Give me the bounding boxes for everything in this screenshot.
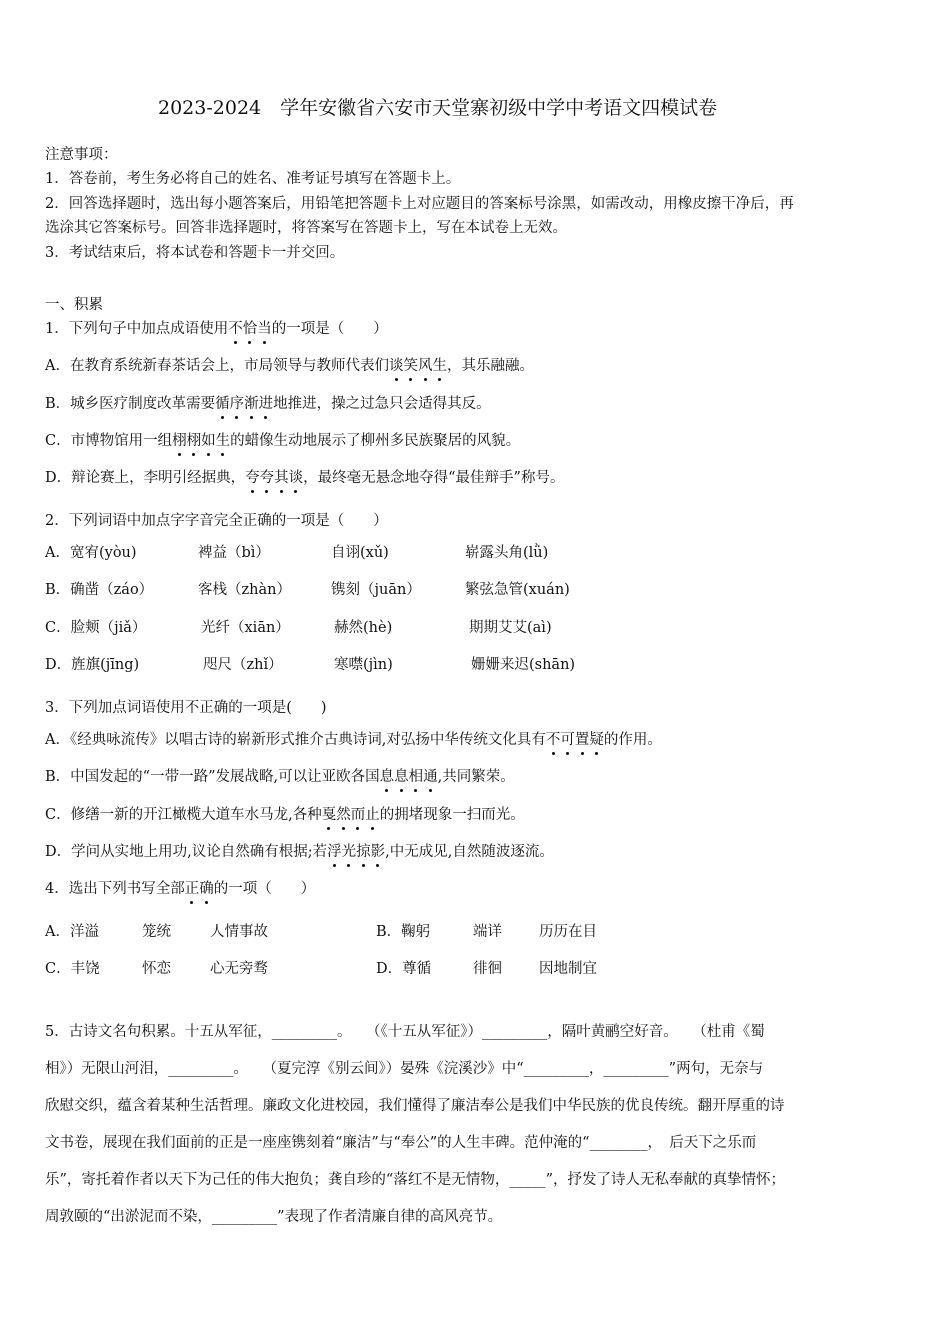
word-item: D．旌旗(jīng): [45, 657, 140, 673]
section-heading: 一、积累: [45, 297, 103, 313]
option-b: [45, 395, 491, 413]
emphasis-text: [185, 881, 214, 897]
option-c: [45, 432, 520, 450]
emphasis-dot-char: 息: [379, 769, 395, 785]
notice-item: 1．答卷前，考生务必将自己的姓名、准考证号填写在答题卡上。: [45, 171, 461, 187]
emphasis-dot-char: 生: [215, 433, 231, 449]
word-item: B．确凿（záo）: [45, 582, 154, 598]
question-5-line: 文书卷，展现在我们面前的正是一座座镌刻着“廉洁”与“奉公”的人生丰碑。范仲淹的“________， 后天下之乐而: [45, 1135, 757, 1151]
word-item: 历历在目: [539, 924, 597, 940]
stem-text: 的一项是（ ）: [271, 321, 388, 337]
option-text: A．《经典咏流传》以唱古诗的崭新形式推介古典诗词,对弘扬中华传统文化具有: [45, 732, 546, 748]
emphasis-dot-char: 栩: [186, 433, 202, 449]
emphasis-dot-char: 戛: [321, 807, 337, 823]
notice-item: 选涂其它答案标号。回答非选择题时，将答案写在答题卡上，写在本试卷上无效。: [45, 220, 567, 236]
emphasis-dot-char: 不: [228, 321, 243, 337]
emphasis-dot-char: 风: [417, 358, 433, 374]
option-text: B．城乡医疗制度改革需要: [45, 396, 216, 412]
option-text: 的蜡像生动地展示了柳州多民族聚居的风貌。: [230, 433, 521, 449]
emphasis-dot-char: 进: [258, 396, 274, 412]
emphasis-dot-char: 相: [408, 769, 424, 785]
word-item: A．宽宥(yòu): [45, 545, 137, 561]
word-item: 崭露头角(lǜ): [465, 545, 549, 561]
option-text: D．辩论赛上，李明引经据典，: [45, 470, 246, 486]
emphasis-dot-char: 不: [545, 732, 561, 748]
option-a: [45, 731, 662, 749]
dotted-phrase: [546, 732, 604, 748]
question-3-stem: 3．下列加点词语使用不正确的一项是( ): [45, 700, 327, 716]
stem-text: 4．选出下列书写全部: [45, 881, 185, 897]
word-item: 期期艾艾(aì): [469, 620, 552, 636]
word-item: 咫尺（zhǐ）: [203, 657, 283, 673]
option-text: B．中国发起的“一带一路”发展战略,可以让亚欧各国: [45, 769, 380, 785]
emphasis-dot-char: 息: [394, 769, 409, 785]
dotted-phrase: [322, 807, 380, 823]
word-item: 因地制宜: [539, 961, 597, 977]
emphasis-dot-char: 笑: [403, 358, 418, 374]
word-item: 寒噤(jìn): [334, 657, 393, 673]
option-text: 的拥堵现象一扫而光。: [379, 807, 525, 823]
option-b: [45, 768, 515, 786]
word-item: 端详: [473, 924, 502, 940]
emphasis-dot-char: 止: [365, 807, 380, 823]
word-item: 客栈（zhàn）: [198, 582, 291, 598]
option-text: D．学问从实地上用功,议论自然确有根据;若: [45, 844, 328, 860]
word-item: 心无旁骛: [210, 961, 268, 977]
option-text: C．市博物馆用一组: [45, 433, 173, 449]
question-5-line: 周敦颐的“出淤泥而不染，_________”表现了作者清廉自律的高风亮节。: [45, 1209, 503, 1225]
word-item: 徘徊: [473, 961, 502, 977]
emphasis-dot-char: 如: [201, 433, 216, 449]
emphasis-dot-char: 影: [370, 844, 386, 860]
question-4-stem: [45, 880, 315, 898]
emphasis-dot-char: 光: [341, 844, 357, 860]
dotted-idiom: [389, 358, 447, 374]
option-text: A．在教育系统新春茶话会上，市局领导与教师代表们: [45, 358, 389, 374]
emphasis-dot-char: 恰: [242, 321, 258, 337]
word-item: 镌刻（juān）: [331, 582, 421, 598]
word-item: C．脸颊（jiǎ）: [45, 620, 147, 636]
word-item: A．洋溢: [45, 924, 99, 940]
option-d: [45, 469, 564, 487]
dotted-idiom: [172, 433, 230, 449]
option-a: [45, 357, 534, 375]
emphasis-dot-char: 浮: [327, 844, 342, 860]
emphasis-dot-char: 掠: [356, 844, 371, 860]
emphasis-dot-char: 当: [257, 321, 272, 337]
stem-text: 的一项（ ）: [213, 881, 316, 897]
word-item: C．丰饶: [45, 961, 100, 977]
option-text: C．修缮一新的开江橄榄大道车水马龙,各种: [45, 807, 322, 823]
word-item: 怀恋: [142, 961, 171, 977]
notice-item: 3．考试结束后，将本试卷和答题卡一并交回。: [45, 245, 345, 261]
notice-heading: 注意事项：: [45, 147, 118, 163]
emphasis-dot-char: 其: [274, 470, 289, 486]
question-5-line: 乐”，寄托着作者以天下为己任的伟大抱负；龚自珍的“落红不是无情物，_____”，抒发了诗人无私奉献的真挚情怀；: [45, 1172, 785, 1188]
word-item: 人情事故: [210, 924, 268, 940]
word-item: 姗姗来迟(shān): [471, 657, 576, 673]
emphasis-dot-char: 正: [184, 881, 200, 897]
question-5-line: 相》）无限山河泪，_________。 （夏完淳《别云间》）晏殊《浣溪沙》中“_________，_________”两句，无奈与: [45, 1061, 764, 1077]
question-1-stem: [45, 320, 388, 338]
word-item: 繁弦急管(xuán): [465, 582, 570, 598]
emphasis-dot-char: 通: [423, 769, 438, 785]
emphasis-dot-char: 可: [560, 732, 575, 748]
emphasis-dot-char: 而: [350, 807, 366, 823]
option-text: ，最终毫无悬念地夺得“最佳辩手”称号。: [303, 470, 565, 486]
emphasis-dot-char: 栩: [172, 433, 187, 449]
option-text: ，其乐融融。: [446, 358, 534, 374]
option-text: ,中无成见,自然随波逐流。: [385, 844, 554, 860]
emphasis-dot-char: 谈: [288, 470, 304, 486]
emphasis-dot-char: 确: [199, 881, 214, 897]
option-d: [45, 843, 554, 861]
emphasis-dot-char: 夸: [245, 470, 260, 486]
page-title: 2023-2024 学年安徽省六安市天堂寨初级中学中考语文四模试卷: [158, 97, 718, 119]
emphasis-dot-char: 循: [215, 396, 230, 412]
word-item: 笼统: [142, 924, 171, 940]
emphasis-dot-char: 谈: [388, 358, 404, 374]
dotted-idiom: [245, 470, 303, 486]
option-text: 的作用。: [603, 732, 662, 748]
option-c: [45, 806, 525, 824]
question-5-line: 欣慰交织，蕴含着某种生活哲理。廉政文化进校园，我们懂得了廉洁奉公是我们中华民族的优良传统。翻开厚重的诗: [45, 1098, 785, 1114]
emphasis-dot-char: 序: [229, 396, 245, 412]
stem-text: 1．下列句子中加点成语使用: [45, 321, 229, 337]
dotted-idiom: [215, 396, 273, 412]
word-item: 自诩(xǔ): [331, 545, 389, 561]
emphasis-text: [228, 321, 272, 337]
word-item: 裨益（bì）: [198, 545, 270, 561]
dotted-phrase: [380, 769, 438, 785]
emphasis-dot-char: 生: [432, 358, 447, 374]
word-item: 赫然(hè): [334, 620, 393, 636]
emphasis-dot-char: 渐: [244, 396, 259, 412]
emphasis-dot-char: 然: [336, 807, 351, 823]
emphasis-dot-char: 置: [574, 732, 590, 748]
emphasis-dot-char: 疑: [589, 732, 604, 748]
word-item: D．尊循: [376, 961, 432, 977]
option-text: 地推进，操之过急只会适得其反。: [273, 396, 491, 412]
option-text: ,共同繁荣。: [437, 769, 515, 785]
dotted-phrase: [327, 844, 385, 860]
word-item: 光纤（xiān）: [201, 620, 290, 636]
word-item: B．鞠躬: [376, 924, 431, 940]
notice-item: 2．回答选择题时，选出每小题答案后，用铅笔把答题卡上对应题目的答案标号涂黑，如需改动，用橡皮擦干净后，再: [45, 196, 794, 212]
question-2-stem: 2．下列词语中加点字字音完全正确的一项是（ ）: [45, 513, 388, 529]
question-5-line: 5．古诗文名句积累。十五从军征，_________。 （《十五从军征》）_________，隔叶黄鹂空好音。 （杜甫《蜀: [45, 1024, 765, 1040]
emphasis-dot-char: 夸: [259, 470, 275, 486]
